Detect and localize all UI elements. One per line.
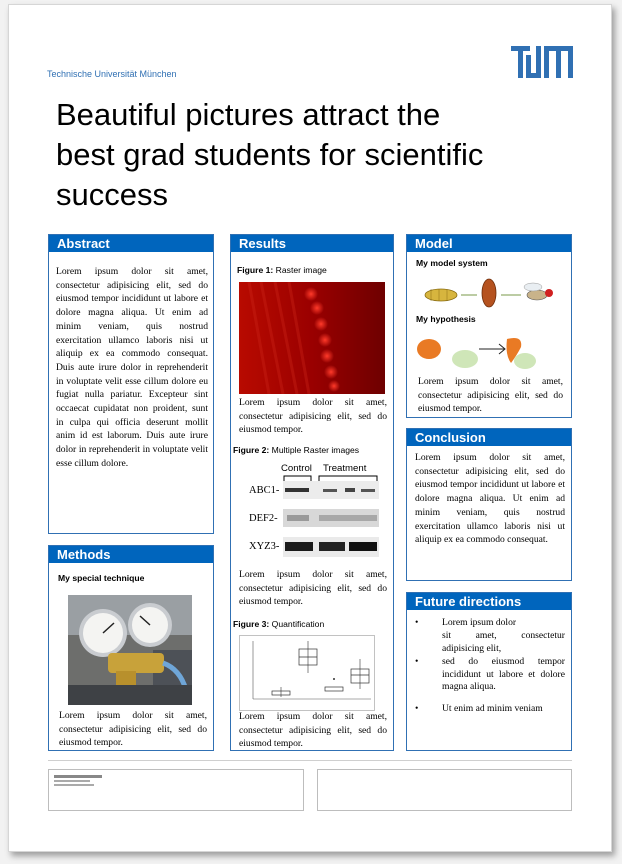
list-item: • Ut enim ad minim veniam (415, 703, 565, 715)
abstract-text: Lorem ipsum dolor sit amet, consectetur adipisicing elit, sed do eiusmod tempor incididunt ut labore et dolore magna aliqua. Ut enim ad minim veniam, quis nostrud exercitation ullamco laboris nisi ut aliquip ex ea commodo consequat. Duis aute irure dolor in reprehenderit in voluptate velit esse cillum dolore eu fugiat nulla pariatur. Excepteur sint occaecat cupidatat non proident, sunt in culpa qui officia deserunt mollit anim id est laborum. Duis aute irure dolor in reprehenderit in voluptate velit esse cillum dolore. (56, 266, 208, 469)
figure-2-text: Lorem ipsum dolor sit amet, consectetur adipisicing elit, sed do eiusmod tempor. (239, 569, 387, 608)
results-panel (230, 234, 394, 751)
footer-box-right (317, 769, 572, 811)
figure-2-caption (233, 445, 359, 455)
blot-row-label: ABC1- (249, 485, 280, 496)
western-blot (283, 481, 379, 557)
conclusion-heading: Conclusion (407, 429, 571, 446)
blot-row-label: DEF2- (249, 513, 278, 524)
raster-image (239, 282, 385, 394)
pressure-gauge-photo (68, 595, 192, 705)
model-system-diagram (423, 275, 559, 311)
title-line: best grad students for scientific (56, 137, 484, 172)
model-subheading-hypothesis: My hypothesis (416, 314, 476, 324)
footer-divider (48, 760, 572, 761)
conclusion-text: Lorem ipsum dolor sit amet, consectetur adipisicing elit, sed do eiusmod tempor incididunt ut labore et dolore magna aliqua. Ut enim ad minim veniam, quis nostrud exercitation ullamco laboris nisi ut aliquip ex ea commodo consequat. (415, 452, 565, 546)
abstract-heading: Abstract (49, 235, 213, 252)
figure-1-caption (237, 265, 327, 275)
figure-1-text: Lorem ipsum dolor sit amet, consectetur adipisicing elit, sed do eiusmod tempor. (239, 397, 387, 436)
abstract-panel (48, 234, 214, 534)
fly-icon (524, 283, 553, 300)
poster-title (56, 95, 576, 215)
title-line: Beautiful pictures attract the (56, 97, 441, 132)
blot-row-label: XYZ3- (249, 541, 280, 552)
tum-logo-icon (511, 46, 573, 78)
future-heading: Future directions (407, 593, 571, 610)
model-text: Lorem ipsum dolor sit amet, consectetur adipisicing elit, sed do eiusmod tempor. (418, 376, 563, 415)
university-name: Technische Universität München (47, 69, 177, 79)
methods-text: Lorem ipsum dolor sit amet, consectetur adipisicing elit, sed do eiusmod tempor. (59, 710, 207, 749)
methods-panel (48, 545, 214, 751)
quantification-boxplot (239, 635, 375, 711)
list-item: sit amet, consectetur adipisicing elit, (442, 630, 565, 654)
figure-1-label: Figure 1: (237, 265, 274, 275)
blot-control-label: Control (281, 463, 312, 474)
footer-tiny-text (54, 775, 114, 786)
pupa-icon (482, 279, 496, 307)
results-heading: Results (231, 235, 393, 252)
list-item: • Lorem ipsum dolor (415, 617, 565, 629)
figure-3-label: Figure 3: (233, 619, 270, 629)
methods-subheading: My special technique (58, 573, 145, 583)
figure-3-caption (233, 619, 324, 629)
title-line: success (56, 177, 168, 212)
model-panel (406, 234, 572, 418)
figure-2-title: Multiple Raster images (269, 445, 360, 455)
conclusion-panel (406, 428, 572, 581)
figure-1-title: Raster image (273, 265, 327, 275)
hypothesis-arrow-icon (479, 344, 505, 354)
methods-heading: Methods (49, 546, 213, 563)
future-list (415, 617, 565, 717)
list-item: • sed do eiusmod tempor incididunt ut labore et dolore magna aliqua. (415, 656, 565, 693)
hypothesis-diagram (417, 333, 537, 371)
blot-treatment-label: Treatment (323, 463, 367, 474)
figure-2-label: Figure 2: (233, 445, 270, 455)
figure-3-text: Lorem ipsum dolor sit amet, consectetur adipisicing elit, sed do eiusmod tempor. (239, 711, 387, 750)
larva-icon (425, 289, 457, 301)
model-heading: Model (407, 235, 571, 252)
future-panel (406, 592, 572, 751)
model-subheading-system: My model system (416, 258, 488, 268)
figure-3-title: Quantification (269, 619, 325, 629)
